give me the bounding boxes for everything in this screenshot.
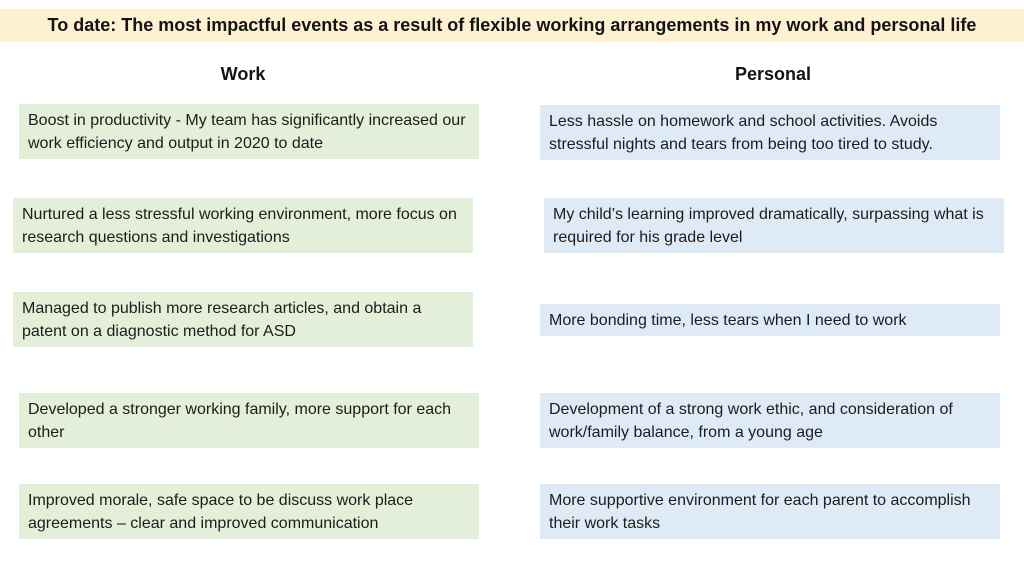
- work-item-morale: [19, 484, 479, 539]
- work-item-productivity: [19, 104, 479, 159]
- title-banner: [0, 9, 1024, 42]
- personal-item-text: More supportive environment for each parent to accomplish their work tasks: [549, 491, 971, 532]
- personal-item-learning: [544, 198, 1004, 253]
- work-item-text: Improved morale, safe space to be discuss work place agreements – clear and improved communication: [28, 491, 414, 532]
- work-item-publications: [13, 292, 473, 347]
- work-item-environment: [13, 198, 473, 253]
- personal-item-work-ethic: [540, 393, 1000, 448]
- work-item-working-family: [19, 393, 479, 448]
- personal-item-text: Development of a strong work ethic, and consideration of work/family balance, from a young age: [549, 400, 953, 441]
- personal-item-text: My child’s learning improved dramatically, surpassing what is required for his grade level: [553, 205, 984, 246]
- personal-item-supportive-environment: [540, 484, 1000, 539]
- personal-item-text: More bonding time, less tears when I need to work: [549, 311, 907, 329]
- work-item-text: Boost in productivity - My team has significantly increased our work efficiency and output in 2020 to date: [28, 111, 466, 152]
- work-item-text: Nurtured a less stressful working environment, more focus on research questions and investigations: [22, 205, 457, 246]
- personal-item-text: Less hassle on homework and school activities. Avoids stressful nights and tears from being too tired to study.: [549, 112, 938, 153]
- page-title: To date: The most impactful events as a result of flexible working arrangements in my work and personal life: [47, 15, 977, 35]
- work-column-header: Work: [220, 64, 266, 84]
- personal-column-header: Personal: [734, 64, 812, 84]
- work-item-text: Managed to publish more research articles, and obtain a patent on a diagnostic method for ASD: [22, 299, 422, 340]
- personal-item-bonding: [540, 304, 1000, 336]
- personal-item-homework: [540, 105, 1000, 160]
- work-item-text: Developed a stronger working family, more support for each other: [28, 400, 452, 441]
